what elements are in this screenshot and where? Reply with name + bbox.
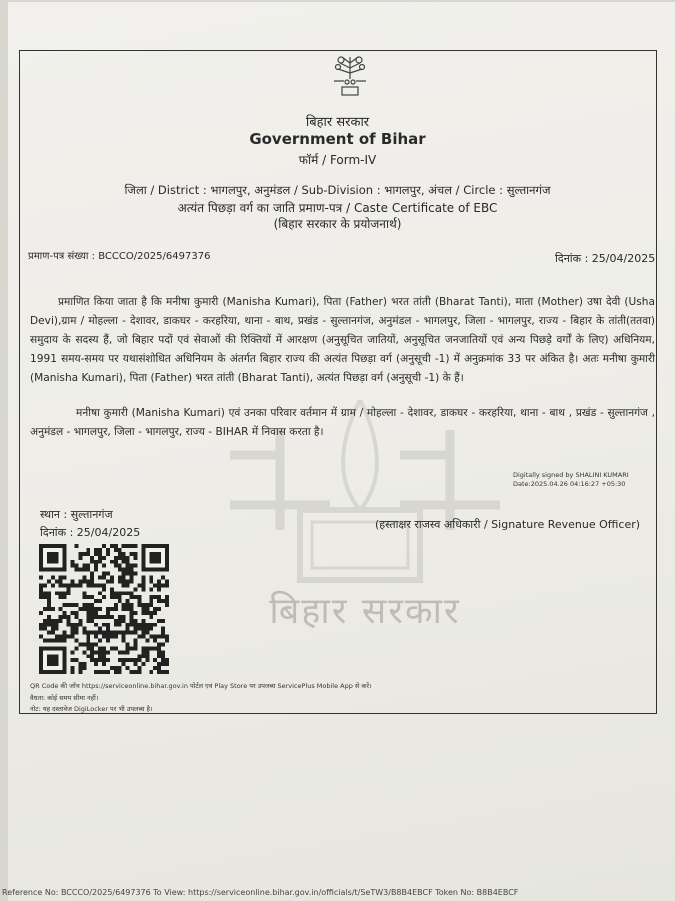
qr-code-icon[interactable] xyxy=(38,544,170,674)
form-number: फॉर्म / Form-IV xyxy=(298,153,377,167)
digital-signer: Digitally signed by SHALINI KUMARI xyxy=(513,471,629,479)
certificate-date: दिनांक : 25/04/2025 xyxy=(555,252,656,265)
certificate-purpose: (बिहार सरकार के प्रयोजनार्थ) xyxy=(273,217,402,231)
validity-note: वैधता: कोई समय सीमा नहीं। xyxy=(30,694,99,702)
reference-footer: Reference No: BCCCO/2025/6497376 To View: https://serviceonline.bihar.gov.in/officials/t/SeTW3/B8B4EBCF Token No: B8B4EBCF xyxy=(2,888,519,897)
bihar-emblem-icon xyxy=(330,53,370,99)
digilocker-note: नोट: यह दस्तावेज DigiLocker पर भी उपलब्ध है। xyxy=(30,705,153,713)
certificate-title: अत्यंत पिछड़ा वर्ग का जाति प्रमाण-पत्र / Caste Certificate of EBC xyxy=(177,201,498,215)
watermark-text: बिहार सरकार xyxy=(269,591,461,632)
issue-date: दिनांक : 25/04/2025 xyxy=(40,526,141,539)
issue-place: स्थान : सुल्तानगंज xyxy=(40,508,113,521)
certification-paragraph: प्रमाणित किया जाता है कि मनीषा कुमारी (Manisha Kumari), पिता (Father) भरत तांती (Bharat Tanti), माता (Mother) उषा देवी (Usha Devi),ग्राम / मोहल्ला - देशावर, डाकघर - करहरिया, थाना - बाथ, प्रखंड - सुल्तानगंज, अनुमंडल - भागलपुर, जिला - भागलपुर, राज्य - बिहार के तांती(ततवा) समुदाय के सदस्य हैं, जो बिहार पदों एवं सेवाओं की रिक्तियों में आरक्षण (अनुसूचित जातियों, अनुसूचित जनजातियों एवं अन्य पिछड़े वर्गों के लिए) अधिनियम, 1991 समय-समय पर यथासंशोधित अधिनियम के अंतर्गत बिहार राज्य की अत्यंत पिछड़ा वर्ग (अनुसूची -1) में अनुक्रमांक 33 पर अंकित है। अतः मनीषा कुमारी (Manisha Kumari), पिता (Father) भरत तांती (Bharat Tanti), अत्यंत पिछड़ा वर्ग (अनुसूची -1) के हैं। xyxy=(30,296,655,384)
location-line: जिला / District : भागलपुर, अनुमंडल / Sub-Division : भागलपुर, अंचल / Circle : सुल्तानगंज xyxy=(124,183,551,197)
digital-signature xyxy=(513,471,629,489)
residence-paragraph: मनीषा कुमारी (Manisha Kumari) एवं उनका परिवार वर्तमान में ग्राम / मोहल्ला - देशावर, डाकघर - करहरिया, थाना - बाथ , प्रखंड - सुल्तानगंज , अनुमंडल - भागलपुर, जिला - भागलपुर, राज्य - BIHAR में निवास करता है। xyxy=(30,407,655,438)
government-title-hindi: बिहार सरकार xyxy=(305,115,370,130)
government-title: Government of Bihar xyxy=(249,130,426,148)
signature-officer: (हस्ताक्षर राजस्व अधिकारी / Signature Revenue Officer) xyxy=(375,518,641,531)
certificate-number: प्रमाण-पत्र संख्या : BCCCO/2025/6497376 xyxy=(28,251,211,262)
qr-note: QR Code की जाँच https://serviceonline.bihar.gov.in पोर्टल एवं Play Store पर उपलब्ध ServicePlus Mobile App से करें। xyxy=(30,682,372,690)
digital-sign-date: Date:2025.04.26 04:16:27 +05:30 xyxy=(513,480,626,488)
